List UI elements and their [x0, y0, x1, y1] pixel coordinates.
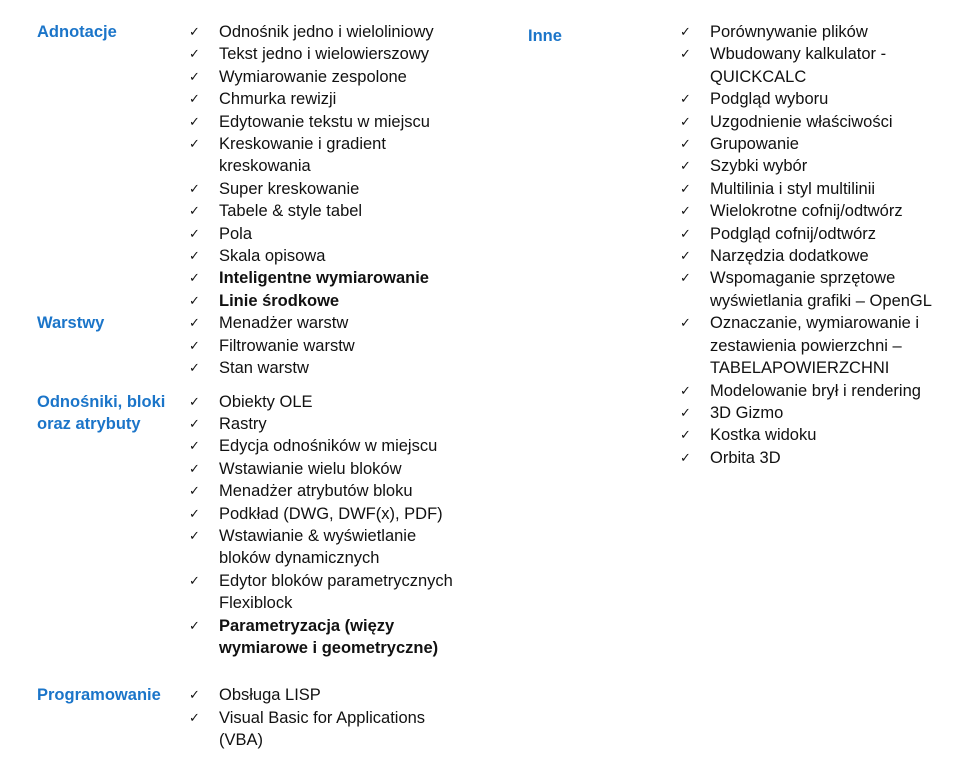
feature-label: Orbita 3D — [710, 448, 781, 467]
section-heading: Odnośniki, bloki oraz atrybuty — [37, 392, 166, 433]
checkmark-icon: ✓ — [189, 438, 200, 454]
feature-label: Odnośnik jedno i wieloliniowy — [219, 23, 434, 41]
list-item — [680, 267, 960, 312]
checkmark-icon: ✓ — [680, 113, 691, 129]
list-item — [189, 200, 459, 222]
feature-label: Edytor bloków parametrycznych Flexiblock — [219, 571, 453, 613]
checkmark-icon: ✓ — [189, 337, 200, 353]
section-heading: Programowanie — [37, 686, 161, 705]
feature-label: Narzędzia dodatkowe — [710, 247, 869, 266]
checkmark-icon: ✓ — [189, 483, 200, 499]
checkmark-icon: ✓ — [189, 527, 200, 543]
feature-label: Visual Basic for Applications (VBA) — [219, 708, 426, 750]
feature-label: Wstawianie wielu bloków — [219, 459, 402, 478]
feature-label: Menadżer warstw — [219, 314, 349, 333]
checkmark-icon: ✓ — [680, 180, 691, 196]
list-item — [189, 684, 459, 706]
section-adnotacje — [37, 21, 497, 312]
checkmark-icon: ✓ — [680, 427, 691, 443]
checkmark-icon: ✓ — [189, 225, 200, 241]
checkmark-icon: ✓ — [680, 136, 691, 152]
feature-label: Edytowanie tekstu w miejscu — [219, 112, 430, 131]
feature-label: Wielokrotne cofnij/odtwórz — [710, 202, 903, 221]
list-item — [680, 312, 960, 379]
list-item — [189, 480, 459, 502]
feature-label: Grupowanie — [710, 135, 799, 154]
list-item — [680, 178, 960, 200]
list-item — [189, 357, 355, 379]
list-item — [189, 21, 459, 43]
list-item — [680, 43, 960, 88]
list-item — [189, 178, 459, 200]
feature-label: Rastry — [219, 414, 267, 433]
list-item — [189, 223, 459, 245]
checkmark-icon: ✓ — [189, 91, 200, 107]
checkmark-icon: ✓ — [189, 46, 200, 62]
list-item — [680, 155, 960, 177]
checkmark-icon: ✓ — [680, 270, 691, 286]
section-heading: Warstwy — [37, 314, 105, 333]
section-spacer — [37, 659, 497, 684]
feature-label: Edycja odnośników w miejscu — [219, 437, 438, 456]
list-item — [680, 402, 960, 424]
list-item — [189, 503, 459, 525]
list-item — [680, 21, 960, 43]
list-item — [189, 615, 459, 660]
feature-label: Menadżer atrybutów bloku — [219, 482, 413, 501]
section-heading: Adnotacje — [37, 23, 117, 41]
checkmark-icon: ✓ — [680, 203, 691, 219]
feature-label: Uzgodnienie właściwości — [710, 112, 893, 131]
section-inne — [528, 21, 978, 469]
feature-label: Parametryzacja (więzy wymiarowe i geometryczne) — [219, 616, 439, 657]
checkmark-icon: ✓ — [189, 709, 200, 725]
checkmark-icon: ✓ — [680, 315, 691, 331]
feature-list — [680, 21, 960, 469]
feature-label: Kreskowanie i gradient kreskowania — [219, 135, 386, 176]
list-item — [189, 707, 459, 752]
checkmark-icon: ✓ — [189, 270, 200, 286]
list-item — [189, 458, 459, 480]
checkmark-icon: ✓ — [189, 315, 200, 331]
checkmark-icon: ✓ — [680, 91, 691, 107]
feature-label: Wspomaganie sprzętowe wyświetlania grafiki – OpenGL — [710, 269, 932, 310]
checkmark-icon: ✓ — [680, 382, 691, 398]
checkmark-icon: ✓ — [680, 46, 691, 62]
checkmark-icon: ✓ — [189, 393, 200, 409]
checkmark-icon: ✓ — [189, 248, 200, 264]
list-item — [189, 413, 459, 435]
section-odnosniki-bloki-oraz-atrybuty — [37, 391, 497, 660]
list-item — [189, 43, 459, 65]
list-item — [680, 88, 960, 110]
right-column — [528, 21, 978, 469]
list-item — [189, 88, 459, 110]
list-item — [189, 111, 459, 133]
list-item — [189, 66, 459, 88]
checkmark-icon: ✓ — [680, 24, 691, 39]
list-item — [680, 380, 960, 402]
list-item — [189, 335, 355, 357]
feature-label: Podgląd cofnij/odtwórz — [710, 224, 877, 243]
feature-label: Pola — [219, 224, 253, 243]
checkmark-icon: ✓ — [680, 449, 691, 465]
list-item — [189, 435, 459, 457]
feature-list — [189, 312, 355, 379]
checkmark-icon: ✓ — [189, 617, 200, 633]
checkmark-icon: ✓ — [189, 415, 200, 431]
feature-label: Podkład (DWG, DWF(x), PDF) — [219, 504, 443, 523]
feature-label: Wstawianie & wyświetlanie bloków dynamicznych — [219, 526, 417, 568]
list-item — [189, 133, 459, 178]
checkmark-icon: ✓ — [189, 460, 200, 476]
checkmark-icon: ✓ — [680, 404, 691, 420]
checkmark-icon: ✓ — [680, 248, 691, 264]
feature-label: Wbudowany kalkulator - QUICKCALC — [710, 45, 887, 86]
checkmark-icon: ✓ — [189, 360, 200, 376]
feature-label: Tabele & style tabel — [219, 202, 363, 221]
feature-label: Stan warstw — [219, 359, 309, 378]
checkmark-icon: ✓ — [189, 68, 200, 84]
section-programowanie — [37, 684, 497, 751]
feature-label: Szybki wybór — [710, 157, 808, 176]
section-spacer — [37, 380, 497, 391]
checkmark-icon: ✓ — [189, 180, 200, 196]
feature-label: Tekst jedno i wielowierszowy — [219, 45, 429, 64]
feature-label: Linie środkowe — [219, 291, 340, 310]
feature-list — [189, 391, 459, 660]
list-item — [189, 290, 459, 312]
feature-label: Inteligentne wymiarowanie — [219, 269, 429, 288]
section-warstwy — [37, 312, 497, 379]
feature-label: 3D Gizmo — [710, 403, 784, 422]
feature-label: Kostka widoku — [710, 426, 817, 445]
feature-list — [189, 684, 459, 751]
checkmark-icon: ✓ — [189, 572, 200, 588]
list-item — [680, 245, 960, 267]
list-item — [680, 447, 960, 469]
list-item — [680, 111, 960, 133]
feature-list — [189, 21, 459, 312]
left-column — [37, 21, 497, 752]
feature-label: Wymiarowanie zespolone — [219, 67, 407, 86]
checkmark-icon: ✓ — [189, 505, 200, 521]
checkmark-icon: ✓ — [189, 24, 200, 39]
checkmark-icon: ✓ — [680, 158, 691, 174]
section-heading: Inne — [528, 27, 562, 45]
feature-label: Skala opisowa — [219, 247, 326, 266]
checkmark-icon: ✓ — [189, 292, 200, 308]
feature-label: Obiekty OLE — [219, 392, 313, 411]
checkmark-icon: ✓ — [680, 225, 691, 241]
list-item — [189, 570, 459, 615]
list-item — [189, 312, 355, 334]
checkmark-icon: ✓ — [189, 203, 200, 219]
list-item — [189, 391, 459, 413]
checkmark-icon: ✓ — [189, 136, 200, 152]
list-item — [189, 525, 459, 570]
list-item — [680, 133, 960, 155]
feature-label: Filtrowanie warstw — [219, 336, 355, 355]
feature-label: Multilinia i styl multilinii — [710, 179, 876, 198]
list-item — [189, 245, 459, 267]
feature-label: Chmurka rewizji — [219, 90, 337, 109]
list-item — [680, 424, 960, 446]
feature-label: Obsługa LISP — [219, 686, 321, 705]
list-item — [680, 223, 960, 245]
feature-label: Super kreskowanie — [219, 179, 360, 198]
checkmark-icon: ✓ — [189, 687, 200, 703]
feature-label: Modelowanie brył i rendering — [710, 381, 921, 400]
list-item — [189, 267, 459, 289]
feature-label: Podgląd wyboru — [710, 90, 829, 109]
feature-label: Porównywanie plików — [710, 23, 868, 41]
checkmark-icon: ✓ — [189, 113, 200, 129]
feature-label: Oznaczanie, wymiarowanie i zestawienia powierzchni – TABELAPOWIERZCHNI — [710, 314, 920, 378]
list-item — [680, 200, 960, 222]
